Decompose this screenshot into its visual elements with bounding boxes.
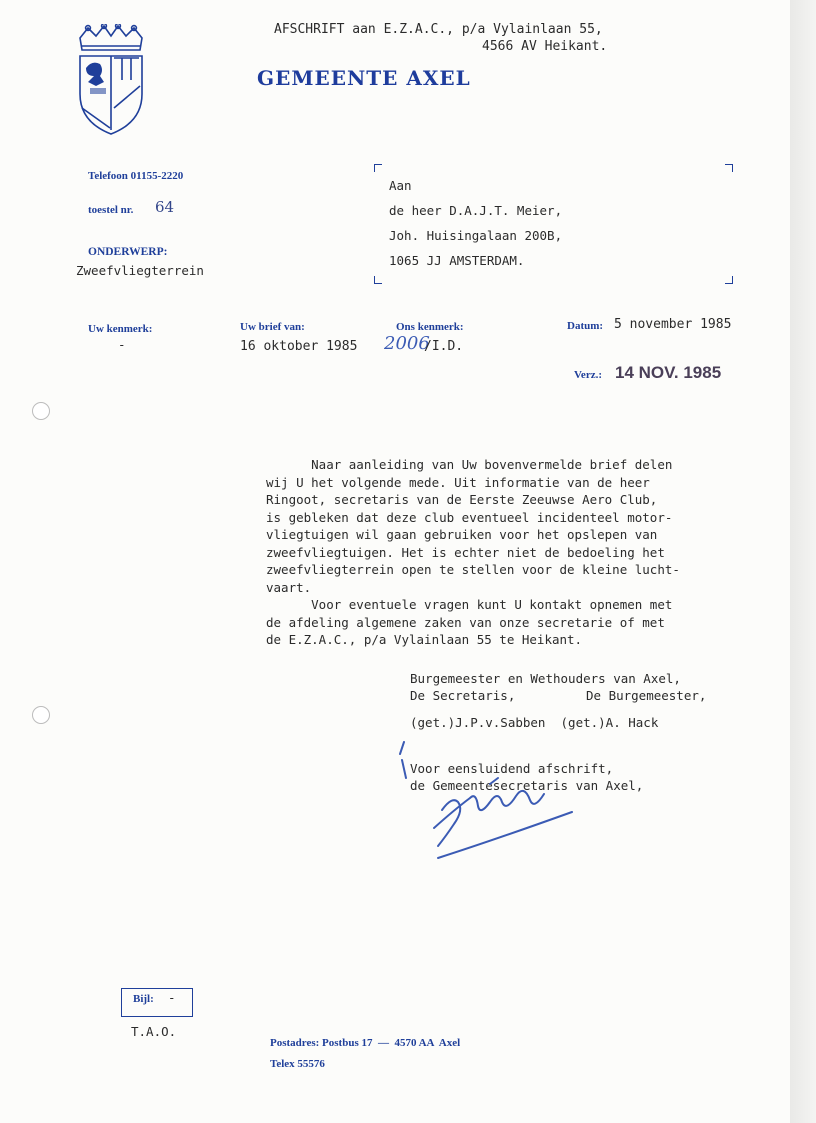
- body-line: Ringoot, secretaris van de Eerste Zeeuwse Aero Club,: [266, 492, 658, 507]
- body-line: wij U het volgende mede. Uit informatie van de heer: [266, 474, 650, 490]
- body-line: vaart.: [266, 579, 312, 595]
- address-line-3: Joh. Huisingalaan 200B,: [389, 228, 563, 243]
- certified-line-2: de Gemeentesecretaris van Axel,: [410, 778, 644, 793]
- body-line: zweefvliegterrein open te stellen voor de kleine lucht-: [266, 562, 680, 577]
- copy-notice-line2: 4566 AV Heikant.: [482, 39, 608, 54]
- body-paragraph-1: [266, 456, 680, 649]
- our-ref-label: Ons kenmerk:: [396, 321, 464, 333]
- your-letter-label: Uw brief van:: [240, 321, 305, 333]
- your-ref-value: -: [118, 337, 126, 352]
- address-corner-br: [725, 276, 733, 284]
- enclosure-label: Bijl:: [133, 993, 154, 1005]
- signature-mark: [394, 740, 584, 875]
- enclosure-value: -: [168, 990, 176, 1005]
- tao: T.A.O.: [131, 1024, 177, 1039]
- body-line: is gebleken dat deze club eventueel incidenteel motor-: [266, 509, 673, 525]
- address-line-2: de heer D.A.J.T. Meier,: [389, 203, 563, 218]
- body-line: de afdeling algemene zaken van onze secretarie of met: [266, 614, 665, 630]
- paper-edge: [790, 0, 816, 1123]
- your-letter-value: 16 oktober 1985: [240, 339, 358, 354]
- address-corner-bl: [374, 276, 382, 284]
- punch-hole-top: [32, 402, 50, 420]
- sent-label: Verz.:: [574, 369, 602, 381]
- address-line-1: Aan: [389, 178, 412, 193]
- our-ref-number: 2006: [384, 333, 430, 354]
- our-ref-suffix: /I.D.: [424, 339, 464, 354]
- certified-line-1: Voor eensluidend afschrift,: [410, 761, 614, 776]
- address-corner-tr: [725, 164, 733, 172]
- subject-label: ONDERWERP:: [88, 246, 168, 258]
- municipality-title: GEMEENTE AXEL: [257, 66, 471, 90]
- telephone: Telefoon 01155-2220: [88, 170, 184, 182]
- copy-notice-line1: AFSCHRIFT aan E.Z.A.C., p/a Vylainlaan 55,: [274, 22, 603, 37]
- telex: Telex 55576: [270, 1058, 325, 1070]
- date-label: Datum:: [567, 320, 604, 332]
- body-line: Voor eventuele vragen kunt U kontakt opnemen met: [266, 597, 673, 612]
- punch-hole-bottom: [32, 706, 50, 724]
- body-line: vliegtuigen wil gaan gebruiken voor het opslepen van: [266, 527, 658, 542]
- address-corner-tl: [374, 164, 382, 172]
- extension-value: 64: [155, 198, 175, 216]
- body-line: Naar aanleiding van Uw bovenvermelde brief delen: [266, 457, 673, 472]
- coat-of-arms-icon: [74, 24, 148, 141]
- subject-value: Zweefvliegterrein: [76, 263, 204, 278]
- your-ref-label: Uw kenmerk:: [88, 323, 153, 335]
- body-line: de E.Z.A.C., p/a Vylainlaan 55 te Heikant.: [266, 632, 583, 647]
- secretary-title: De Secretaris,: [410, 688, 516, 703]
- signed-names: (get.)J.P.v.Sabben (get.)A. Hack: [410, 715, 659, 730]
- sent-date-stamp: 14 NOV. 1985: [615, 363, 722, 382]
- body-line: zweefvliegtuigen. Het is echter niet de bedoeling het: [266, 544, 665, 560]
- extension-label: toestel nr.: [88, 204, 134, 216]
- address-line-4: 1065 JJ AMSTERDAM.: [389, 253, 525, 268]
- mayor-title: De Burgemeester,: [586, 688, 707, 703]
- enclosure-box: [121, 988, 193, 1017]
- signoff-line: Burgemeester en Wethouders van Axel,: [410, 671, 681, 686]
- postal-address: Postadres: Postbus 17 — 4570 AA Axel: [270, 1037, 461, 1049]
- date-value: 5 november 1985: [614, 317, 732, 332]
